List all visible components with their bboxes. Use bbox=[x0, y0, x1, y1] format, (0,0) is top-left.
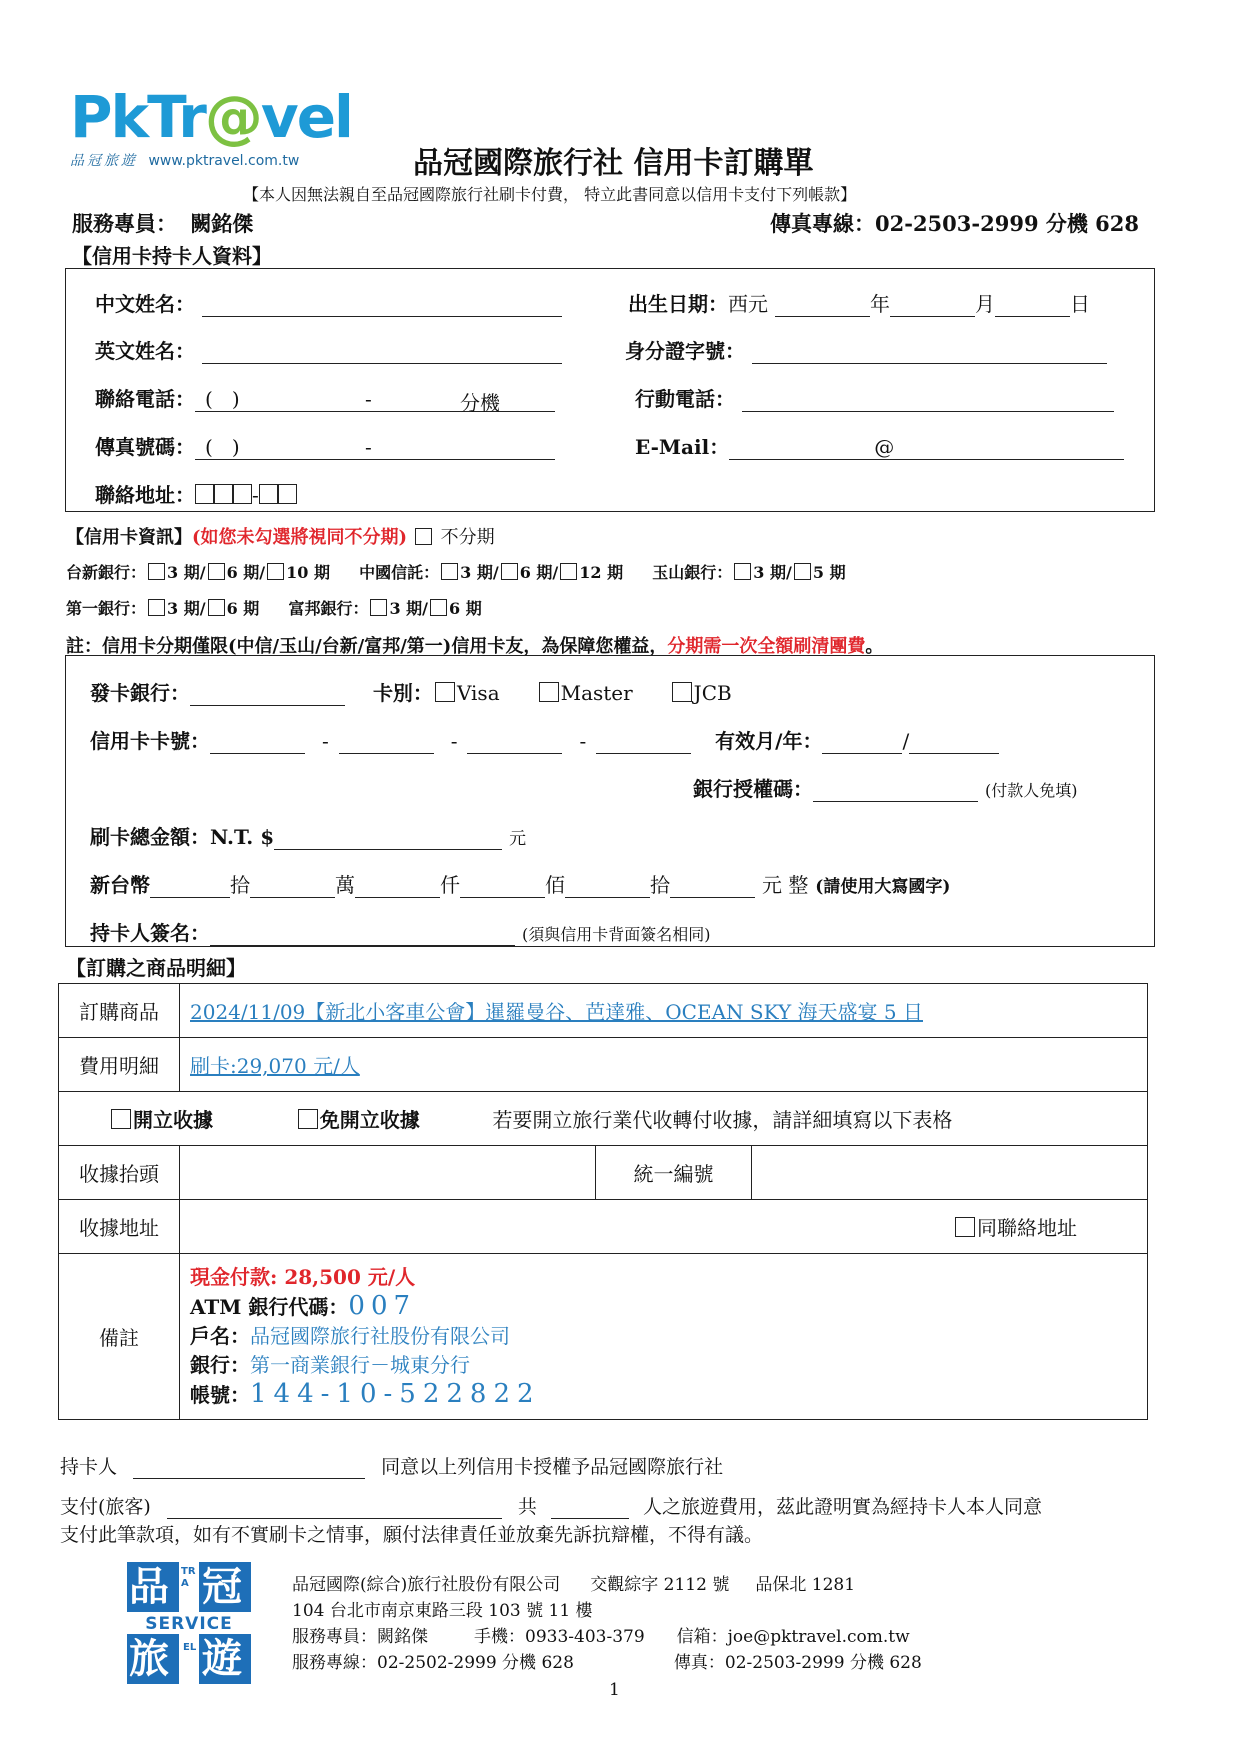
footer-address: 104 台北市南京東路三段 103 號 11 樓 bbox=[292, 1601, 593, 1621]
expiry-month-field[interactable] bbox=[822, 731, 902, 754]
ntd-note: (請使用大寫國字) bbox=[815, 877, 951, 897]
receipt-title-field[interactable] bbox=[180, 1146, 596, 1200]
logo-char-2: 冠 bbox=[202, 1564, 242, 1610]
atm-code: 007 bbox=[348, 1291, 417, 1321]
card-info-line bbox=[66, 523, 495, 549]
card-info-title: 【信用卡資訊】 bbox=[66, 527, 192, 548]
footer-email: 信箱：joe@pktravel.com.tw bbox=[676, 1627, 910, 1647]
receipt-none-checkbox[interactable] bbox=[298, 1109, 318, 1129]
phone-row bbox=[95, 383, 555, 415]
same-address-checkbox[interactable] bbox=[955, 1217, 975, 1237]
installment-row-1: 台新銀行： 3 期/ 6 期/ 10 期 中國信託： 3 期/ 6 期/ 12 期 玉山銀行： 3 期/ 5 期 bbox=[66, 563, 846, 582]
table-row bbox=[59, 1146, 1148, 1200]
email-field[interactable] bbox=[729, 435, 1124, 460]
master-label: Master bbox=[560, 681, 633, 705]
page-subtitle: 【本人因無法親自至品冠國際旅行社刷卡付費， 特立此書同意以信用卡支付下列帳款】 bbox=[243, 185, 857, 204]
birth-day-field[interactable] bbox=[995, 294, 1070, 317]
logo-side-2: EL bbox=[183, 1642, 197, 1653]
ntd-field[interactable] bbox=[460, 875, 545, 898]
receipt-address-field[interactable] bbox=[180, 1200, 1148, 1254]
phone-dash: - bbox=[365, 387, 372, 411]
amount-label: 刷卡總金額：N.T. $ bbox=[90, 825, 275, 849]
receipt-open-label: 開立收據 bbox=[133, 1108, 213, 1132]
cardholder-section-title: 【信用卡持卡人資料】 bbox=[72, 244, 272, 268]
logo-url: www.pktravel.com.tw bbox=[148, 153, 300, 169]
month-label: 月 bbox=[974, 292, 995, 316]
amount-row: 刷卡總金額：N.T. $ 元 bbox=[90, 825, 527, 849]
fax-row bbox=[95, 431, 555, 460]
en-name-label: 英文姓名： bbox=[95, 339, 195, 363]
no-installment-checkbox[interactable] bbox=[415, 528, 432, 545]
footer-info bbox=[292, 1572, 922, 1676]
ntd-field[interactable] bbox=[250, 875, 335, 898]
account-no-label: 帳號： bbox=[190, 1383, 250, 1407]
traveler-field[interactable] bbox=[167, 1498, 502, 1519]
footer-mobile: 手機：0933-403-379 bbox=[474, 1627, 645, 1647]
fee-label: 費用明細 bbox=[59, 1038, 180, 1092]
remark-content bbox=[180, 1254, 1148, 1420]
logo-subtitle: 品冠旅遊 bbox=[70, 153, 138, 169]
phone-label: 聯絡電話： bbox=[95, 387, 195, 411]
account-name-label: 戶名： bbox=[190, 1324, 250, 1348]
issuer-label: 發卡銀行： bbox=[90, 681, 190, 705]
logo-side-1: TRA bbox=[181, 1566, 196, 1589]
master-checkbox[interactable] bbox=[539, 682, 559, 702]
people-count-field[interactable] bbox=[551, 1498, 629, 1519]
visa-checkbox[interactable] bbox=[435, 682, 455, 702]
ntd-field[interactable] bbox=[670, 875, 755, 898]
footer-company: 品冠國際(綜合)旅行社股份有限公司 bbox=[292, 1575, 561, 1595]
option-checkbox[interactable] bbox=[794, 563, 811, 580]
consent-line-1: 持卡人 同意以上列信用卡授權予品冠國際旅行社 bbox=[60, 1456, 724, 1478]
email-at: @ bbox=[874, 435, 895, 459]
receipt-open-checkbox[interactable] bbox=[111, 1109, 131, 1129]
logo-text-2: vel bbox=[260, 83, 352, 151]
option-checkbox[interactable] bbox=[267, 563, 284, 580]
expiry-year-field[interactable] bbox=[909, 731, 999, 754]
id-label: 身分證字號： bbox=[625, 339, 745, 363]
installment-warning: (如您未勾選將視同不分期) bbox=[192, 527, 408, 548]
auth-row bbox=[693, 773, 1077, 802]
card-number-label: 信用卡卡號： bbox=[90, 729, 210, 753]
order-table bbox=[58, 983, 1148, 1420]
bank-esun: 玉山銀行： bbox=[652, 563, 733, 582]
cash-price: 現金付款: 28,500 元/人 bbox=[190, 1265, 416, 1289]
card-number-row: 信用卡卡號： - - - 有效月/年： / bbox=[90, 725, 999, 754]
option-checkbox[interactable] bbox=[208, 563, 225, 580]
no-installment-label: 不分期 bbox=[440, 527, 495, 548]
logo-char-3: 旅 bbox=[129, 1636, 169, 1682]
mobile-label: 行動電話： bbox=[635, 387, 735, 411]
address-row bbox=[95, 479, 297, 508]
table-row bbox=[59, 1254, 1148, 1420]
card-number-field-4[interactable] bbox=[596, 731, 691, 754]
page-title: 品冠國際旅行社 信用卡訂購單 bbox=[413, 146, 814, 181]
account-no: 144-10-522822 bbox=[250, 1379, 541, 1409]
fax-field[interactable] bbox=[195, 435, 555, 460]
receipt-none-label: 免開立收據 bbox=[319, 1108, 420, 1132]
agent-line bbox=[72, 208, 253, 238]
logo-char-1: 品 bbox=[129, 1564, 169, 1610]
jcb-checkbox[interactable] bbox=[672, 682, 692, 702]
page-number: 1 bbox=[609, 1680, 620, 1700]
issuer-field[interactable] bbox=[190, 683, 345, 706]
atm-label: ATM 銀行代碼： bbox=[190, 1295, 349, 1319]
logo-service: SERVICE bbox=[145, 1614, 233, 1634]
footer-fax: 傳真：02-2503-2999 分機 628 bbox=[673, 1653, 922, 1673]
birth-month-field[interactable] bbox=[890, 294, 975, 317]
option-checkbox[interactable] bbox=[430, 599, 447, 616]
footer-agent: 服務專員：闕銘傑 bbox=[292, 1627, 428, 1647]
installment-row-2: 第一銀行： 3 期/ 6 期 富邦銀行： 3 期/ 6 期 bbox=[66, 599, 482, 618]
logo-char-4: 遊 bbox=[202, 1636, 242, 1682]
birth-era: 西元 bbox=[728, 292, 768, 316]
auth-label: 銀行授權碼： bbox=[693, 777, 813, 801]
phone-area-paren: ( ) bbox=[205, 387, 240, 411]
sign-note: (須與信用卡背面簽名相同) bbox=[521, 925, 711, 944]
same-address-label: 同聯絡地址 bbox=[977, 1216, 1077, 1240]
cardholder-row-1 bbox=[95, 288, 562, 317]
email-row bbox=[635, 431, 1124, 460]
tax-id-field[interactable] bbox=[752, 1146, 1148, 1200]
mobile-field[interactable] bbox=[742, 389, 1114, 412]
option-checkbox[interactable] bbox=[560, 563, 577, 580]
footer-license: 交觀綜字 2112 號 bbox=[590, 1575, 730, 1595]
footer-member: 品保北 1281 bbox=[755, 1575, 856, 1595]
id-field[interactable] bbox=[752, 341, 1107, 364]
footer-logo bbox=[127, 1562, 251, 1684]
cn-name-field[interactable] bbox=[202, 294, 562, 317]
option-checkbox[interactable] bbox=[370, 599, 387, 616]
card-type-label: 卡別： bbox=[372, 681, 433, 705]
option-checkbox[interactable] bbox=[148, 599, 165, 616]
consent-line-3: 支付此筆款項，如有不實刷卡之情事，願付法律責任並放棄先訴抗辯權，不得有議。 bbox=[60, 1524, 764, 1546]
sign-label: 持卡人簽名： bbox=[90, 921, 210, 945]
logo-at-icon: @ bbox=[204, 83, 261, 151]
table-row bbox=[59, 1200, 1148, 1254]
table-row bbox=[59, 1038, 1148, 1092]
fax-line: 傳真專線：02-2503-2999 分機 628 bbox=[770, 211, 1140, 236]
amount-field[interactable] bbox=[274, 827, 502, 850]
email-label: E-Mail： bbox=[635, 435, 730, 459]
ntd-row: 新台幣 拾 萬 仟 佰 拾 元 整 (請使用大寫國字) bbox=[90, 873, 951, 897]
visa-label: Visa bbox=[456, 681, 500, 705]
bank-ctbc: 中國信託： bbox=[359, 563, 440, 582]
phone-field[interactable] bbox=[195, 387, 555, 415]
bank-fubon: 富邦銀行： bbox=[288, 599, 369, 618]
phone-ext: 分機 bbox=[460, 391, 500, 415]
expiry-label: 有效月/年： bbox=[715, 729, 823, 753]
fax-label: 傳真號碼： bbox=[95, 435, 195, 459]
birth-label: 出生日期： bbox=[628, 292, 728, 316]
holder-name-field[interactable] bbox=[133, 1458, 365, 1479]
account-name: 品冠國際旅行社股份有限公司 bbox=[250, 1324, 510, 1348]
receipt-address-label: 收據地址 bbox=[59, 1200, 180, 1254]
product-link[interactable]: 2024/11/09【新北小客車公會】暹羅曼谷、芭達雅、OCEAN SKY 海天盛宴 5 日 bbox=[190, 1000, 923, 1024]
en-name-row bbox=[95, 335, 562, 364]
receipt-title-label: 收據抬頭 bbox=[59, 1146, 180, 1200]
fax-area-paren: ( ) bbox=[205, 435, 240, 459]
address-label: 聯絡地址： bbox=[95, 483, 195, 507]
option-checkbox[interactable] bbox=[441, 563, 458, 580]
product-label: 訂購商品 bbox=[59, 984, 180, 1038]
option-checkbox[interactable] bbox=[734, 563, 751, 580]
table-row bbox=[59, 1092, 1148, 1146]
brand-logo bbox=[70, 83, 352, 170]
receipt-note: 若要開立旅行業代收轉付收據，請詳細填寫以下表格 bbox=[492, 1108, 953, 1132]
issuer-row bbox=[90, 677, 732, 706]
auth-note: (付款人免填) bbox=[984, 781, 1078, 800]
agent-name: 闕銘傑 bbox=[190, 211, 254, 236]
card-number-field-1[interactable] bbox=[210, 731, 305, 754]
bank-first: 第一銀行： bbox=[66, 599, 147, 618]
auth-field[interactable] bbox=[813, 779, 978, 802]
ntd-label: 新台幣 bbox=[90, 873, 150, 897]
zip-boxes[interactable]: - bbox=[195, 483, 297, 507]
remark-label: 備註 bbox=[59, 1254, 180, 1420]
birth-year-field[interactable] bbox=[775, 294, 870, 317]
agent-label: 服務專員： bbox=[72, 211, 177, 236]
signature-field[interactable] bbox=[210, 923, 515, 946]
ntd-field[interactable] bbox=[565, 875, 650, 898]
mobile-row bbox=[635, 383, 1114, 412]
bank-label: 銀行： bbox=[190, 1353, 250, 1377]
en-name-field[interactable] bbox=[202, 341, 562, 364]
fee-link[interactable]: 刷卡:29,070 元/人 bbox=[190, 1054, 360, 1078]
birth-row bbox=[628, 288, 1090, 317]
consent-line-2: 支付(旅客) 共 人之旅遊費用，茲此證明實為經持卡人本人同意 bbox=[60, 1496, 1043, 1518]
jcb-label: JCB bbox=[693, 681, 732, 705]
sign-row bbox=[90, 917, 710, 946]
logo-text-1: PkTr bbox=[70, 83, 205, 151]
table-row bbox=[59, 984, 1148, 1038]
option-checkbox[interactable] bbox=[208, 599, 225, 616]
ntd-field[interactable] bbox=[355, 875, 440, 898]
card-number-field-2[interactable] bbox=[339, 731, 434, 754]
fax-dash: - bbox=[365, 435, 372, 459]
card-number-field-3[interactable] bbox=[467, 731, 562, 754]
ntd-field[interactable] bbox=[150, 875, 230, 898]
bank-name: 第一商業銀行－城東分行 bbox=[250, 1353, 470, 1377]
footer-hotline: 服務專線：02-2502-2999 分機 628 bbox=[292, 1653, 574, 1673]
bank-taishin: 台新銀行： bbox=[66, 563, 147, 582]
year-label: 年 bbox=[869, 292, 890, 316]
day-label: 日 bbox=[1069, 292, 1090, 316]
tax-id-label: 統一編號 bbox=[596, 1146, 752, 1200]
installment-note: 註：信用卡分期僅限(中信/玉山/台新/富邦/第一)信用卡友，為保障您權益，分期需一次全額刷清團費。 bbox=[66, 636, 884, 657]
option-checkbox[interactable] bbox=[148, 563, 165, 580]
id-row bbox=[625, 335, 1107, 364]
cn-name-label: 中文姓名： bbox=[95, 292, 195, 316]
order-section-title: 【訂購之商品明細】 bbox=[66, 956, 246, 980]
option-checkbox[interactable] bbox=[501, 563, 518, 580]
